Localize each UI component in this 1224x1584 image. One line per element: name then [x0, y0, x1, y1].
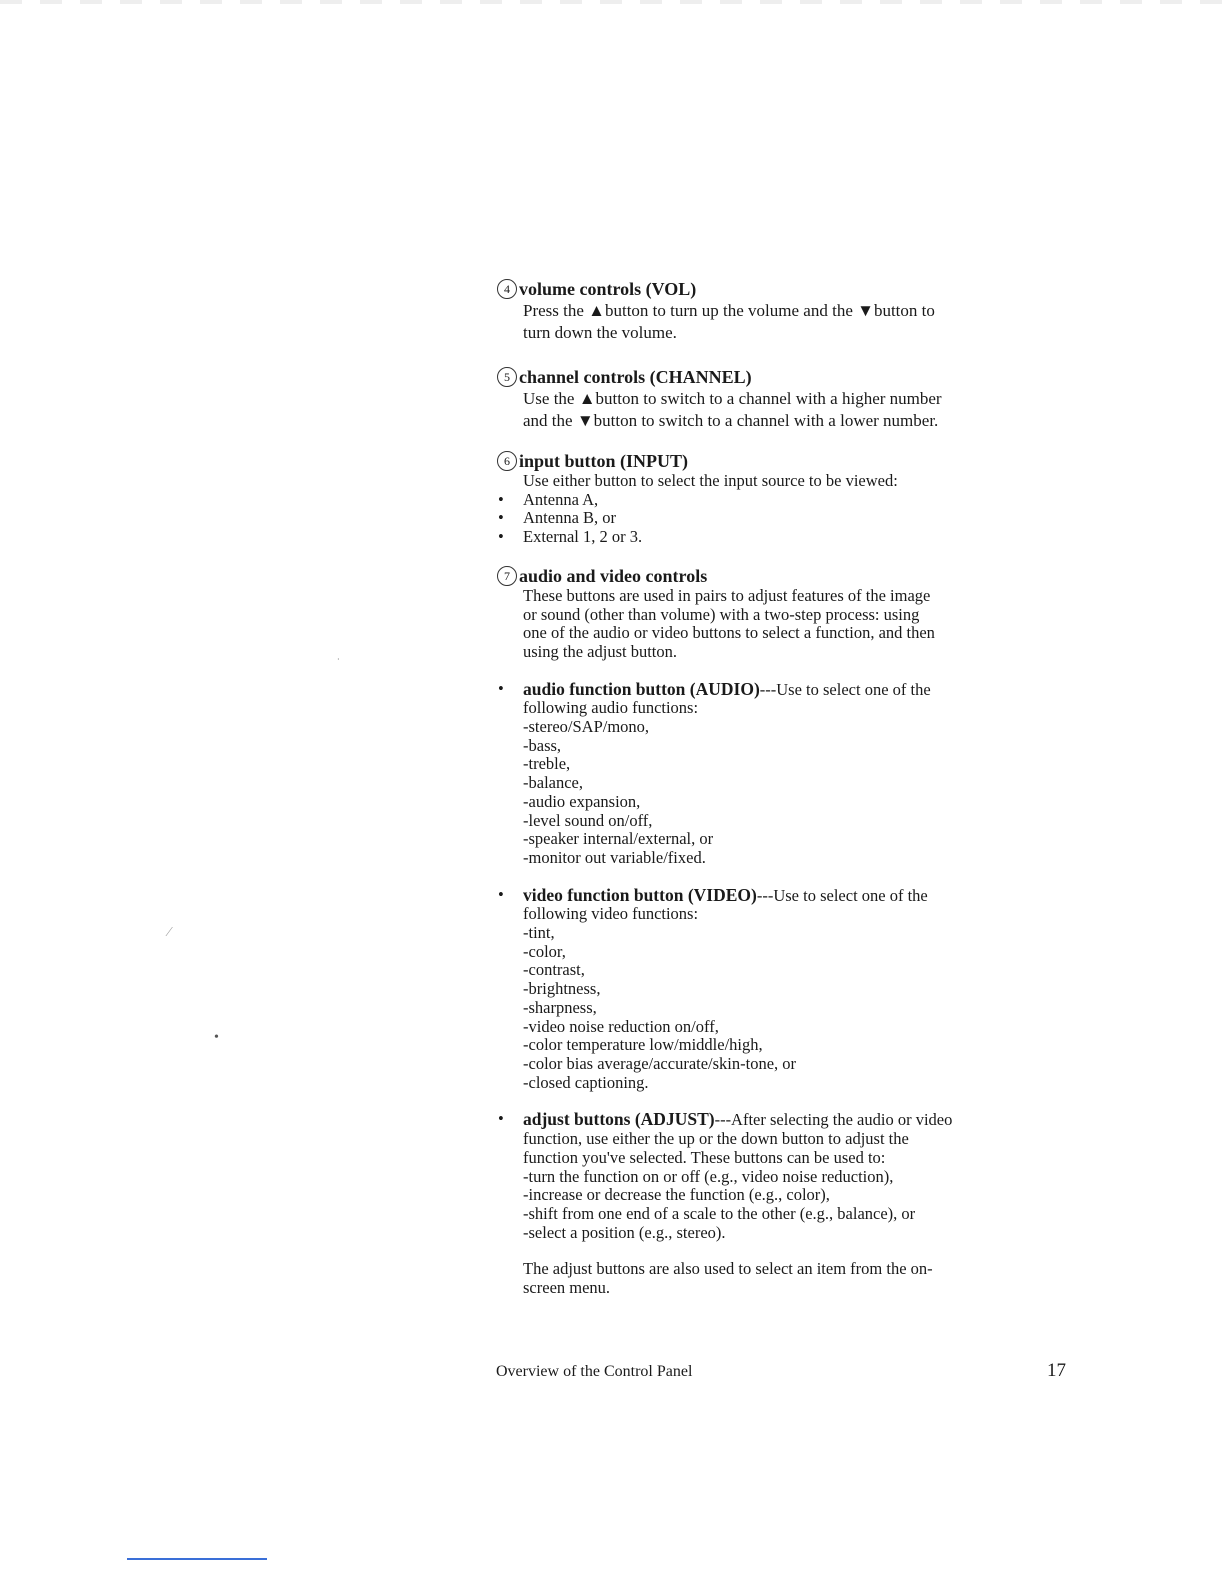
list-item: • Antenna B, or: [497, 509, 1077, 528]
section-body-line: function, use either the up or the down button to adjust the: [523, 1129, 909, 1149]
section-audio-video: [497, 565, 1077, 662]
list-item: [497, 886, 1077, 906]
section-heading: [497, 278, 1077, 300]
bullet-lead: audio function button (AUDIO): [523, 678, 760, 699]
audio-function-item: -level sound on/off,: [523, 810, 653, 830]
footer-title: Overview of the Control Panel: [496, 1363, 693, 1380]
video-function-item: -color,: [523, 941, 566, 961]
video-function-item: -tint,: [523, 923, 555, 943]
section-body-line: turn down the volume.: [523, 323, 677, 342]
section-body-line: Press the ▲button to turn up the volume and the ▼button to: [523, 301, 935, 320]
scan-speck: ⁄: [168, 925, 171, 940]
audio-function-bullet: [497, 680, 1077, 700]
scan-speck: ·: [337, 655, 340, 664]
video-function-bullet: [497, 886, 1077, 906]
manual-content: [497, 278, 1077, 1298]
section-title: audio and video controls: [519, 565, 708, 586]
section-body-line: -select a position (e.g., stereo).: [523, 1222, 726, 1242]
adjust-bullet: [497, 1110, 1077, 1130]
section-heading: [497, 366, 1077, 388]
section-body-line: -increase or decrease the function (e.g., color),: [523, 1185, 830, 1205]
section-body-line: Use either button to select the input source to be viewed:: [523, 471, 898, 490]
page-footer: [496, 1360, 1066, 1382]
section-heading: [497, 450, 1077, 472]
adjust-note-line: The adjust buttons are also used to select an item from the on-: [523, 1259, 933, 1279]
section-audio-function: [497, 680, 1077, 868]
section-body-line: using the adjust button.: [523, 641, 677, 661]
audio-function-item: -audio expansion,: [523, 791, 641, 811]
section-adjust: [497, 1110, 1077, 1297]
bottom-rule: [127, 1558, 267, 1560]
audio-function-item: -stereo/SAP/mono,: [523, 717, 650, 737]
video-function-item: -video noise reduction on/off,: [523, 1016, 719, 1036]
section-title: volume controls (VOL): [519, 279, 697, 299]
bullet-text: ---After selecting the audio or video: [714, 1110, 953, 1130]
section-volume: [497, 278, 1077, 344]
audio-function-item: -balance,: [523, 773, 583, 793]
video-function-item: -contrast,: [523, 960, 585, 980]
bullet-text: ---Use to select one of the: [756, 885, 928, 905]
section-body-line: and the ▼button to switch to a channel with a lower number.: [523, 411, 939, 430]
audio-function-item: -bass,: [523, 735, 562, 755]
section-body-line: one of the audio or video buttons to select a function, and then: [523, 623, 935, 643]
list-item: [497, 1110, 1077, 1130]
circled-number: 7: [497, 566, 517, 586]
video-function-item: -brightness,: [523, 979, 601, 999]
section-body-line: function you've selected. These buttons can be used to:: [523, 1147, 886, 1167]
top-edge-artifact: [0, 0, 1224, 4]
list-item: • External 1, 2 or 3.: [497, 528, 1077, 547]
section-input: [497, 450, 1077, 547]
audio-function-item: -treble,: [523, 754, 571, 774]
adjust-note-line: screen menu.: [523, 1278, 611, 1298]
list-item: • Antenna A,: [497, 491, 1077, 510]
bullet-lead: video function button (VIDEO): [523, 884, 757, 905]
input-source-list: [497, 491, 1077, 547]
circled-number: 6: [497, 451, 517, 471]
section-title: channel controls (CHANNEL): [519, 367, 752, 387]
circled-number: 4: [497, 279, 517, 299]
bullet-text: ---Use to select one of the: [759, 679, 931, 699]
section-body-line: following audio functions:: [523, 698, 699, 718]
section-body-line: Use the ▲button to switch to a channel with a higher number: [523, 389, 942, 408]
section-title: input button (INPUT): [519, 451, 689, 471]
audio-function-item: -speaker internal/external, or: [523, 829, 714, 849]
audio-function-item: -monitor out variable/fixed.: [523, 847, 706, 867]
section-body-line: These buttons are used in pairs to adjust features of the image: [523, 585, 931, 605]
video-function-item: -color bias average/accurate/skin-tone, or: [523, 1053, 797, 1073]
section-body-line: -turn the function on or off (e.g., video noise reduction),: [523, 1166, 894, 1186]
page-number: 17: [1047, 1360, 1066, 1381]
section-channel: [497, 366, 1077, 432]
list-item: [497, 680, 1077, 700]
bullet-lead: adjust buttons (ADJUST): [523, 1109, 715, 1130]
section-video-function: [497, 886, 1077, 1093]
section-body-line: following video functions:: [523, 904, 699, 924]
section-heading: [497, 565, 1077, 587]
scan-speck: •: [214, 1030, 219, 1045]
video-function-item: -color temperature low/middle/high,: [523, 1035, 763, 1055]
section-body-line: -shift from one end of a scale to the other (e.g., balance), or: [523, 1203, 916, 1223]
section-body-line: or sound (other than volume) with a two-step process: using: [523, 604, 920, 624]
circled-number: 5: [497, 367, 517, 387]
video-function-item: -sharpness,: [523, 997, 597, 1017]
video-function-item: -closed captioning.: [523, 1072, 649, 1092]
